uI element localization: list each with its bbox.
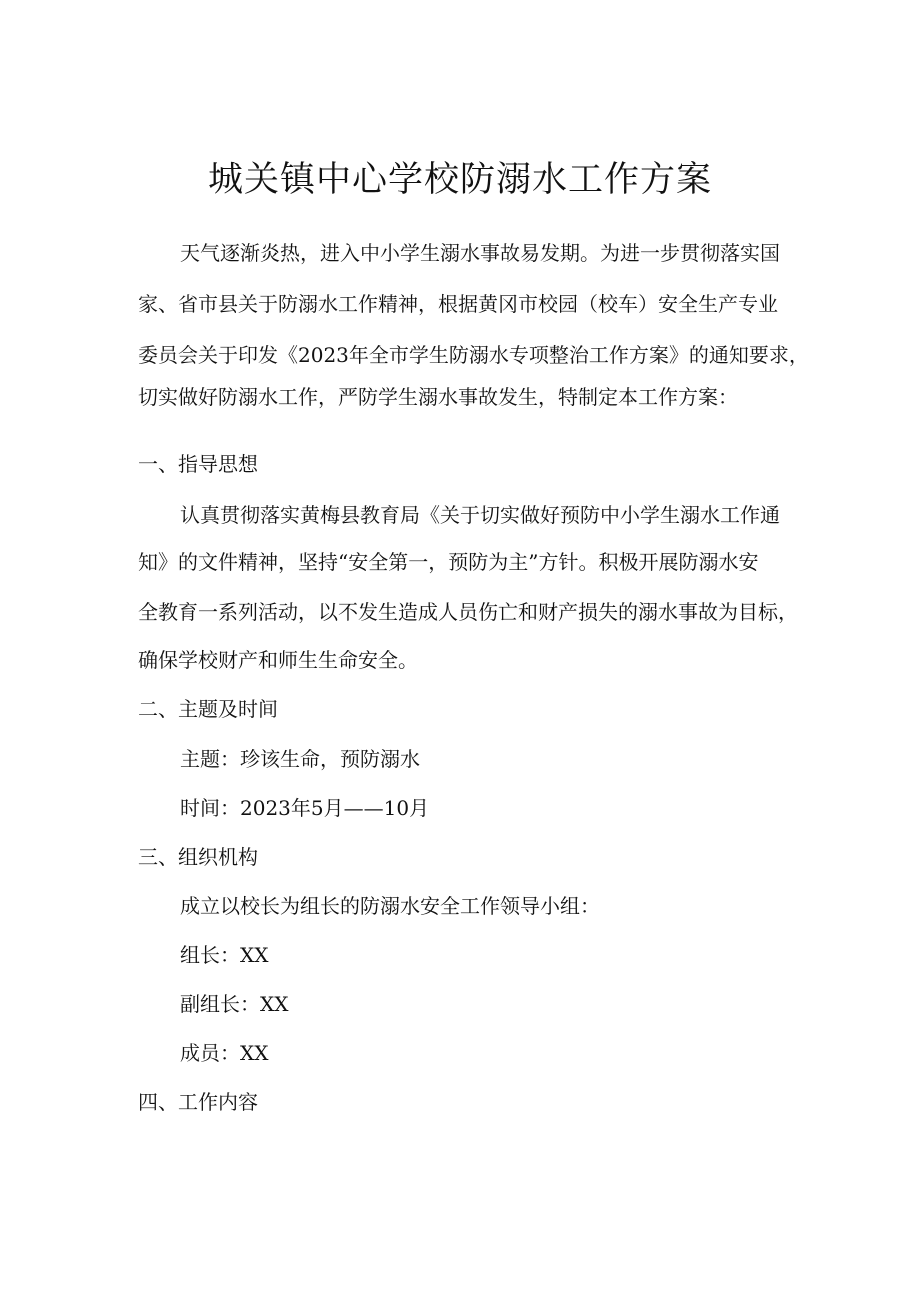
intro-line-1: 天气逐渐炎热，进入中小学生溺水事故易发期。为进一步贯彻落实国 — [180, 241, 780, 265]
intro-line-2: 家、省市县关于防溺水工作精神，根据黄冈市校园（校车）安全生产专业 — [138, 292, 778, 316]
intro-line-4: 切实做好防溺水工作，严防学生溺水事故发生，特制定本工作方案： — [138, 385, 738, 409]
section-1-line-1: 认真贯彻落实黄梅县教育局《关于切实做好预防中小学生溺水工作通 — [180, 503, 780, 527]
section-2-time: 时间：2023年5月——10月 — [180, 796, 430, 820]
section-2-theme: 主题：珍该生命，预防溺水 — [180, 747, 420, 771]
section-3-leader: 组长：XX — [180, 943, 269, 967]
section-3-heading: 三、组织机构 — [138, 845, 258, 869]
document-title: 城关镇中心学校防溺水工作方案 — [207, 160, 712, 200]
section-4-heading: 四、工作内容 — [138, 1090, 258, 1114]
intro-line-3: 委员会关于印发《2023年全市学生防溺水专项整治工作方案》的通知要求， — [138, 343, 809, 367]
section-1-line-4: 确保学校财产和师生生命安全。 — [138, 648, 418, 672]
section-2-heading: 二、主题及时间 — [138, 697, 278, 721]
section-3-deputy: 副组长：XX — [180, 992, 289, 1016]
section-3-members: 成员：XX — [180, 1041, 269, 1065]
section-3-intro: 成立以校长为组长的防溺水安全工作领导小组： — [180, 894, 600, 918]
section-1-line-2: 知》的文件精神，坚持“安全第一，预防为主”方针。积极开展防溺水安 — [138, 550, 759, 574]
section-1-heading: 一、指导思想 — [138, 452, 258, 476]
section-1-line-3: 全教育一系列活动，以不发生造成人员伤亡和财产损失的溺水事故为目标， — [138, 600, 798, 624]
